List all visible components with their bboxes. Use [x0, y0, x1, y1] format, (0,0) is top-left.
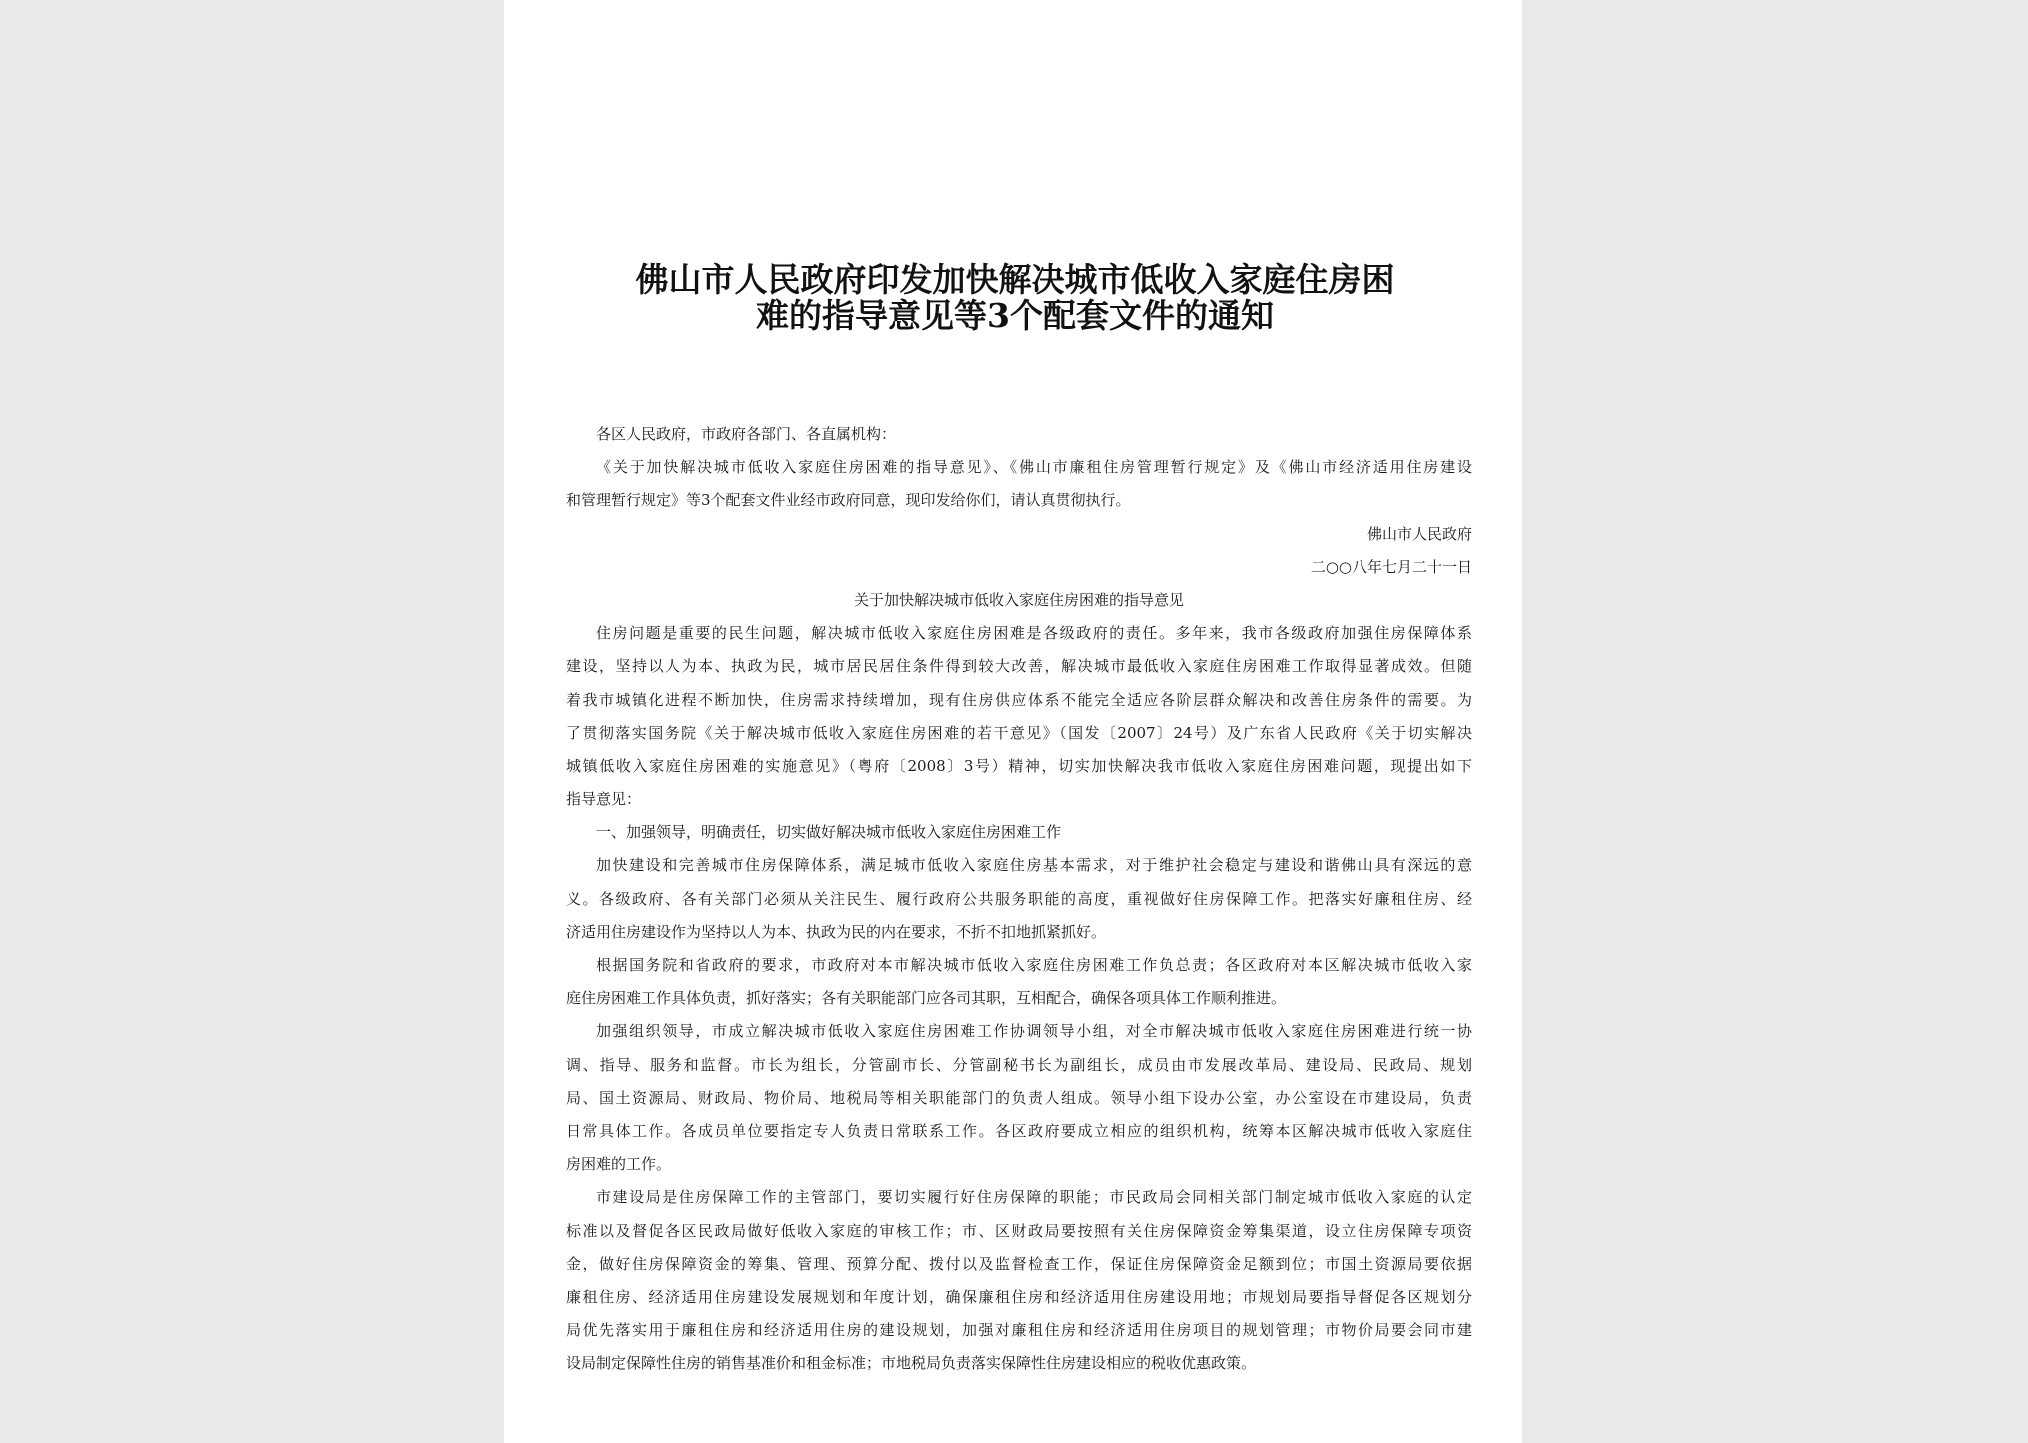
paragraph-line: 日常具体工作。各成员单位要指定专人负责日常联系工作。各区政府要成立相应的组织机构，统筹本区解决城市低收入家庭住 [566, 1121, 1472, 1140]
paragraph-line: 标准以及督促各区民政局做好低收入家庭的审核工作；市、区财政局要按照有关住房保障资金筹集渠道，设立住房保障专项资 [566, 1221, 1472, 1240]
intro-line: 和管理暂行规定》等3个配套文件业经市政府同意，现印发给你们，请认真贯彻执行。 [566, 491, 1131, 510]
intro-line: 《关于加快解决城市低收入家庭住房困难的指导意见》、《佛山市廉租住房管理暂行规定》及《佛山市经济适用住房建设 [596, 458, 1472, 477]
paragraph [566, 849, 1472, 949]
section-heading [566, 816, 1472, 849]
title-line: 难的指导意见等3个配套文件的通知 [756, 296, 1274, 335]
signature: 佛山市人民政府 [1366, 524, 1472, 543]
paragraph-line: 济适用住房建设作为坚持以人为本、执政为民的内在要求，不折不扣地抓紧抓好。 [566, 922, 1107, 941]
paragraph-line: 庭住房困难工作具体负责，抓好落实；各有关职能部门应各司其职，互相配合，确保各项具体工作顺利推进。 [566, 989, 1287, 1008]
salutation: 各区人民政府，市政府各部门、各直属机构： [596, 425, 897, 443]
paragraph-line: 城镇低收入家庭住房困难的实施意见》（粤府〔2008〕3号）精神，切实加快解决我市低收入家庭住房困难问题，现提出如下 [566, 756, 1472, 775]
paragraph-line: 局优先落实用于廉租住房和经济适用住房的建设规划，加强对廉租住房和经济适用住房项目的规划管理；市物价局要会同市建 [566, 1321, 1472, 1340]
title-line: 佛山市人民政府印发加快解决城市低收入家庭住房困 [635, 260, 1395, 299]
document-title [600, 262, 1430, 334]
paragraph-line: 根据国务院和省政府的要求，市政府对本市解决城市低收入家庭住房困难工作负总责；各区政府对本区解决城市低收入家 [596, 956, 1472, 974]
paragraph-line: 廉租住房、经济适用住房建设发展规划和年度计划，确保廉租住房和经济适用住房建设用地；市规划局要指导督促各区规划分 [566, 1287, 1472, 1306]
paragraph-line: 加强组织领导，市成立解决城市低收入家庭住房困难工作协调领导小组，对全市解决城市低收入家庭住房困难进行统一协 [596, 1022, 1472, 1041]
paragraph [566, 949, 1472, 1015]
paragraph-line: 局、国土资源局、财政局、物价局、地税局等相关职能部门的负责人组成。领导小组下设办公室，办公室设在市建设局，负责 [566, 1088, 1472, 1107]
paragraph-line: 调、指导、服务和监督。市长为组长，分管副市长、分管副秘书长为副组长，成员由市发展改革局、建设局、民政局、规划 [566, 1055, 1472, 1074]
document-page [504, 0, 1522, 1443]
paragraph-line: 市建设局是住房保障工作的主管部门，要切实履行好住房保障的职能；市民政局会同相关部门制定城市低收入家庭的认定 [596, 1188, 1472, 1207]
issue-date: 二○○八年七月二十一日 [1310, 557, 1472, 576]
paragraph-line: 义。各级政府、各有关部门必须从关注民生、履行政府公共服务职能的高度，重视做好住房保障工作。把落实好廉租住房、经 [566, 889, 1472, 908]
paragraph-line: 住房问题是重要的民生问题，解决城市低收入家庭住房困难是各级政府的责任。多年来，我市各级政府加强住房保障体系 [596, 624, 1472, 643]
section-heading-line: 一、加强领导，明确责任，切实做好解决城市低收入家庭住房困难工作 [596, 823, 1062, 842]
paragraph [566, 1181, 1472, 1380]
paragraph-line: 金，做好住房保障资金的筹集、管理、预算分配、拨付以及监督检查工作，保证住房保障资金足额到位；市国土资源局要依据 [566, 1254, 1472, 1273]
paragraph-line: 设局制定保障性住房的销售基准价和租金标准；市地税局负责落实保障性住房建设相应的税收优惠政策。 [566, 1354, 1257, 1373]
paragraph-line: 指导意见： [566, 790, 642, 809]
paragraph-line: 加快建设和完善城市住房保障体系，满足城市低收入家庭住房基本需求，对于维护社会稳定与建设和谐佛山具有深远的意 [596, 856, 1472, 875]
paragraph [566, 617, 1472, 816]
paragraph-line: 着我市城镇化进程不断加快，住房需求持续增加，现有住房供应体系不能完全适应各阶层群众解决和改善住房条件的需要。为 [566, 690, 1472, 709]
document-body [566, 418, 1472, 1380]
paragraph-line: 了贯彻落实国务院《关于解决城市低收入家庭住房困难的若干意见》（国发〔2007〕24号）及广东省人民政府《关于切实解决 [566, 723, 1472, 742]
paragraph [566, 1015, 1472, 1181]
paragraph-line: 建设，坚持以人为本、执政为民，城市居民居住条件得到较大改善，解决城市最低收入家庭住房困难工作取得显著成效。但随 [566, 657, 1472, 676]
paragraph-line: 房困难的工作。 [566, 1155, 672, 1174]
section-subtitle: 关于加快解决城市低收入家庭住房困难的指导意见 [853, 590, 1184, 609]
